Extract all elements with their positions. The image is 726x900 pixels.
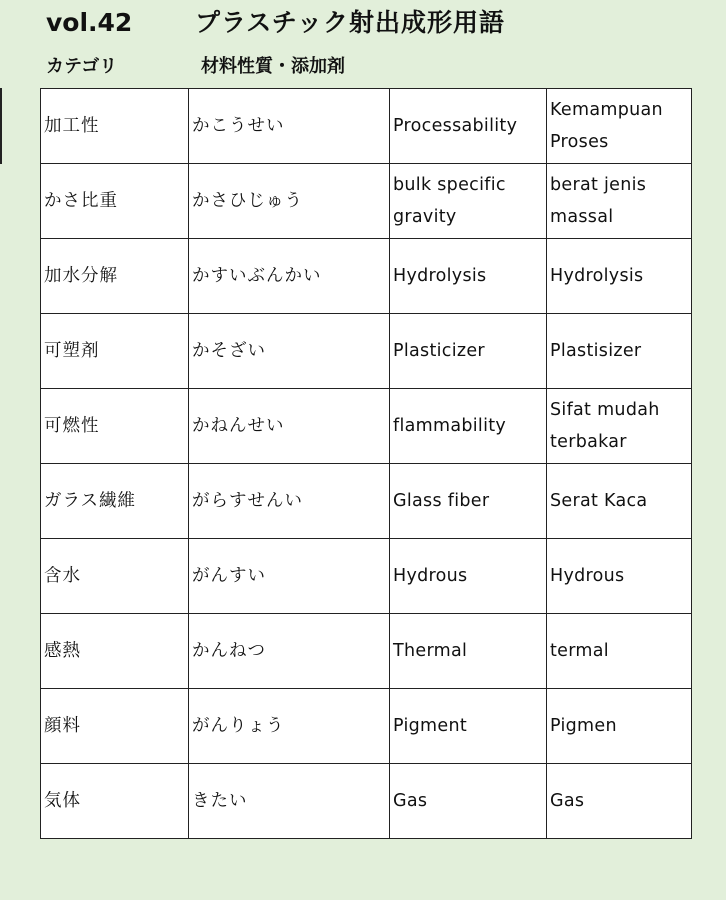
table-row: [41, 614, 692, 689]
english-cell: bulk specific gravity: [390, 164, 547, 239]
glossary-table: [40, 88, 692, 839]
reading-cell: がらすせんい: [189, 464, 390, 539]
term-cell: 加水分解: [41, 239, 189, 314]
indonesian-cell: Hydrolysis: [547, 239, 692, 314]
term-cell: 可塑剤: [41, 314, 189, 389]
term-cell: ガラス繊維: [41, 464, 189, 539]
indonesian-cell: Pigmen: [547, 689, 692, 764]
reading-cell: がんりょう: [189, 689, 390, 764]
table-row: [41, 164, 692, 239]
table-row: [41, 389, 692, 464]
indonesian-cell: Serat Kaca: [547, 464, 692, 539]
term-cell: 気体: [41, 764, 189, 839]
reading-cell: かこうせい: [189, 89, 390, 164]
english-cell: Gas: [390, 764, 547, 839]
indonesian-cell: termal: [547, 614, 692, 689]
indonesian-cell: Kemampuan Proses: [547, 89, 692, 164]
english-cell: Glass fiber: [390, 464, 547, 539]
english-cell: Hydrolysis: [390, 239, 547, 314]
indonesian-cell: berat jenis massal: [547, 164, 692, 239]
table-row: [41, 464, 692, 539]
english-cell: Processability: [390, 89, 547, 164]
term-cell: 顔料: [41, 689, 189, 764]
left-border-tick: [0, 88, 2, 164]
term-cell: 含水: [41, 539, 189, 614]
indonesian-cell: Plastisizer: [547, 314, 692, 389]
table-row: [41, 89, 692, 164]
volume-number: vol.42: [46, 8, 133, 37]
english-cell: Plasticizer: [390, 314, 547, 389]
reading-cell: かねんせい: [189, 389, 390, 464]
english-cell: Pigment: [390, 689, 547, 764]
category-value: 材料性質・添加剤: [201, 56, 345, 77]
reading-cell: かんねつ: [189, 614, 390, 689]
english-cell: Hydrous: [390, 539, 547, 614]
reading-cell: がんすい: [189, 539, 390, 614]
table-row: [41, 764, 692, 839]
reading-cell: かさひじゅう: [189, 164, 390, 239]
reading-cell: きたい: [189, 764, 390, 839]
indonesian-cell: Sifat mudah terbakar: [547, 389, 692, 464]
term-cell: 可燃性: [41, 389, 189, 464]
english-cell: flammability: [390, 389, 547, 464]
term-cell: かさ比重: [41, 164, 189, 239]
page-title: プラスチック射出成形用語: [195, 8, 506, 37]
reading-cell: かそざい: [189, 314, 390, 389]
indonesian-cell: Gas: [547, 764, 692, 839]
indonesian-cell: Hydrous: [547, 539, 692, 614]
category-label: カテゴリ: [46, 56, 118, 77]
table-row: [41, 239, 692, 314]
table-row: [41, 314, 692, 389]
term-cell: 感熱: [41, 614, 189, 689]
table-row: [41, 689, 692, 764]
term-cell: 加工性: [41, 89, 189, 164]
table-row: [41, 539, 692, 614]
english-cell: Thermal: [390, 614, 547, 689]
reading-cell: かすいぶんかい: [189, 239, 390, 314]
